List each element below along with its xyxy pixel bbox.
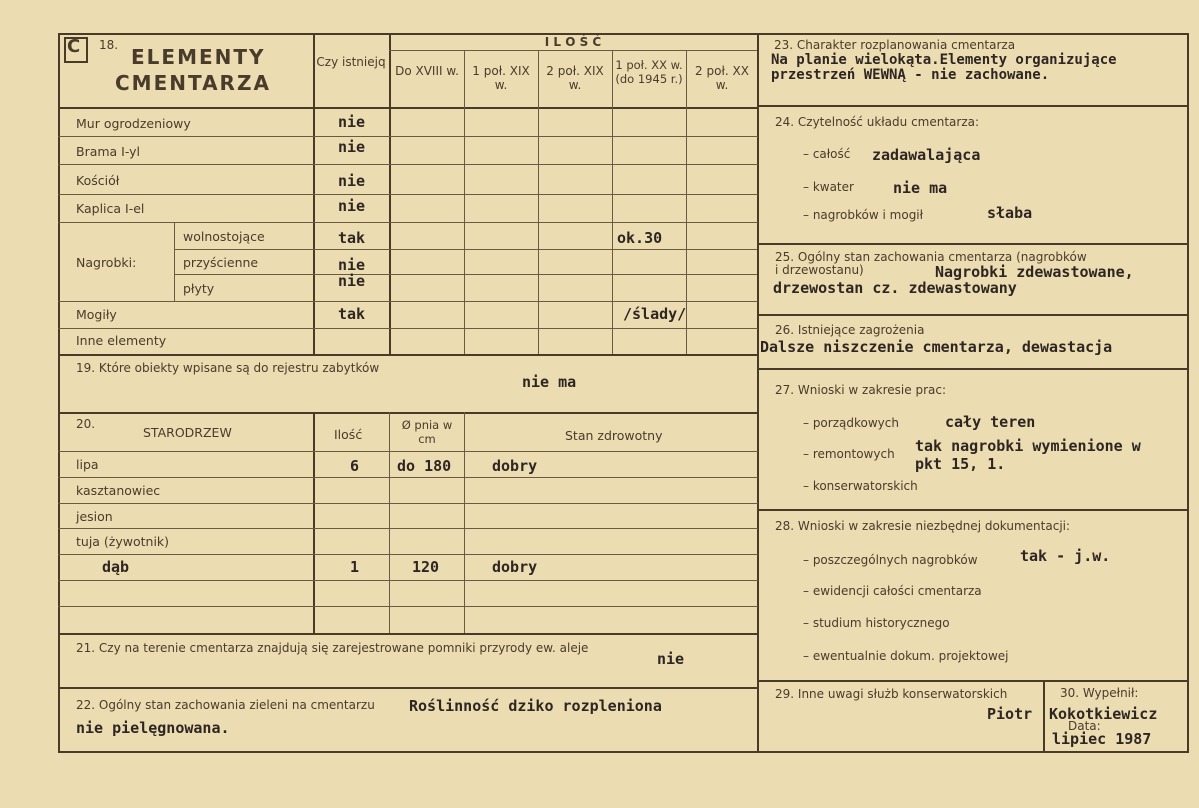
sec24-item-label: – całość (803, 147, 851, 161)
tree-name: tuja (żywotnik) (76, 534, 170, 549)
sec24-item-value: nie ma (893, 179, 948, 197)
row-note-value: /ślady/ (623, 305, 687, 323)
sec27-item-label: – remontowych (803, 447, 895, 461)
sec28-item-value: tak - j.w. (1020, 547, 1111, 565)
section-25-label-line2: i drzewostanu) (775, 263, 864, 277)
row-czy-value: tak (338, 305, 366, 323)
col-stan: Stan zdrowotny (565, 428, 663, 443)
section-29-value: Piotr (987, 705, 1033, 723)
section-22-value-line1: Roślinność dziko rozpleniona (409, 697, 662, 715)
sec27-item-value: cały teren (945, 413, 1036, 431)
row-label: płyty (183, 281, 215, 296)
sec28-item-label: – ewentualnie dokum. projektowej (803, 649, 1009, 663)
row-label: Brama I-yl (76, 144, 141, 159)
sec28-item-label: – ewidencji całości cmentarza (803, 584, 982, 598)
section-25-value-line2: drzewostan cz. zdewastowany (773, 279, 1017, 297)
section-18-number: 18. (99, 38, 119, 52)
sec28-item-label: – studium historycznego (803, 616, 950, 630)
row-czy-value: nie (338, 256, 366, 274)
elementy-title: ELEMENTY (131, 45, 266, 69)
col-1pol-xix: 1 poł. XIX w. (472, 64, 530, 92)
tree-stan: dobry (492, 558, 538, 576)
sec27-item-value-line2: pkt 15, 1. (915, 455, 1006, 473)
section-28-label: 28. Wnioski w zakresie niezbędnej dokumentacji: (775, 519, 1071, 533)
section-30-label: 30. Wypełnił: (1060, 686, 1139, 700)
col-1pol-xx: 1 poł. XX w. (do 1945 r.) (615, 58, 683, 86)
row-czy-value: nie (338, 113, 366, 131)
section-19-value: nie ma (522, 373, 577, 391)
starodrzew-title: STARODRZEW (143, 425, 232, 440)
tree-ilosc: 6 (350, 457, 360, 475)
tree-name: jesion (76, 509, 113, 524)
row-label: Kościół (76, 173, 120, 188)
tree-pnia: 120 (412, 558, 440, 576)
sec24-item-value: słaba (987, 204, 1033, 222)
section-27-label: 27. Wnioski w zakresie prac: (775, 383, 947, 397)
row-label: Kaplica I-el (76, 201, 145, 216)
col-ilosc: Ilość (334, 427, 363, 442)
section-24-label: 24. Czytelność układu cmentarza: (775, 115, 980, 129)
col-2pol-xix: 2 poł. XIX w. (546, 64, 604, 92)
tree-name: kasztanowiec (76, 483, 161, 498)
section-23-value-line2: przestrzeń WEWNĄ - nie zachowane. (771, 67, 1050, 83)
section-23-value-line1: Na planie wielokąta.Elementy organizujące (771, 52, 1117, 68)
nagrobki-label: Nagrobki: (76, 255, 137, 270)
tree-name: dąb (102, 558, 130, 576)
section-20-number: 20. (76, 417, 96, 431)
row-label: Inne elementy (76, 333, 167, 348)
sec28-item-label: – poszczególnych nagrobków (803, 553, 978, 567)
row-label: Mogiły (76, 307, 117, 322)
section-22-label: 22. Ogólny stan zachowania zieleni na cmentarzu (76, 698, 375, 712)
row-label: przyścienne (183, 255, 259, 270)
section-21-label: 21. Czy na terenie cmentarza znajdują się zarejestrowane pomniki przyrody ew. aleje (76, 641, 589, 655)
section-26-label: 26. Istniejące zagrożenia (775, 323, 925, 337)
section-23-label: 23. Charakter rozplanowania cmentarza (774, 38, 1016, 52)
section-29-label: 29. Inne uwagi służb konserwatorskich (775, 687, 1008, 701)
section-30-data-label: Data: (1068, 719, 1101, 733)
tree-name: lipa (76, 457, 99, 472)
row-czy-value: nie (338, 172, 366, 190)
section-26-value: Dalsze niszczenie cmentarza, dewastacja (760, 338, 1113, 356)
row-note-value: ok.30 (617, 229, 663, 247)
sec27-item-value: tak nagrobki wymienione w (915, 437, 1141, 455)
section-letter: C (67, 36, 81, 57)
czy-istnieja-header: Czy istniejq (316, 55, 386, 69)
ilosc-header: I L O Ś Ć (544, 35, 602, 49)
row-czy-value: nie (338, 197, 366, 215)
section-22-value-line2: nie pielęgnowana. (76, 719, 230, 737)
cmentarza-title: CMENTARZA (115, 71, 271, 95)
sec24-item-label: – kwater (803, 180, 854, 194)
section-25-label-line1: 25. Ogólny stan zachowania cmentarza (nagrobków (775, 250, 1087, 264)
tree-ilosc: 1 (350, 558, 360, 576)
row-label: wolnostojące (183, 229, 265, 244)
col-pnia: Ø pnia w cm (401, 418, 453, 446)
tree-pnia: do 180 (397, 457, 452, 475)
row-czy-value: nie (338, 138, 366, 156)
sec27-item-label: – porządkowych (803, 416, 899, 430)
row-label: Mur ogrodzeniowy (76, 116, 191, 131)
row-czy-value: nie (338, 272, 366, 290)
tree-stan: dobry (492, 457, 538, 475)
row-czy-value: tak (338, 229, 366, 247)
col-do-xviii: Do XVIII w. (395, 64, 459, 78)
col-2pol-xx: 2 poł. XX w. (695, 64, 749, 92)
section-30-data-value: lipiec 1987 (1052, 730, 1152, 748)
section-25-value-line1: Nagrobki zdewastowane, (935, 263, 1134, 281)
section-30-value: Kokotkiewicz (1049, 705, 1158, 723)
sec27-item-label: – konserwatorskich (803, 479, 918, 493)
section-21-value: nie (657, 650, 685, 668)
sec24-item-label: – nagrobków i mogił (803, 208, 924, 222)
sec24-item-value: zadawalająca (872, 146, 981, 164)
section-19-label: 19. Które obiekty wpisane są do rejestru zabytków (76, 361, 380, 375)
